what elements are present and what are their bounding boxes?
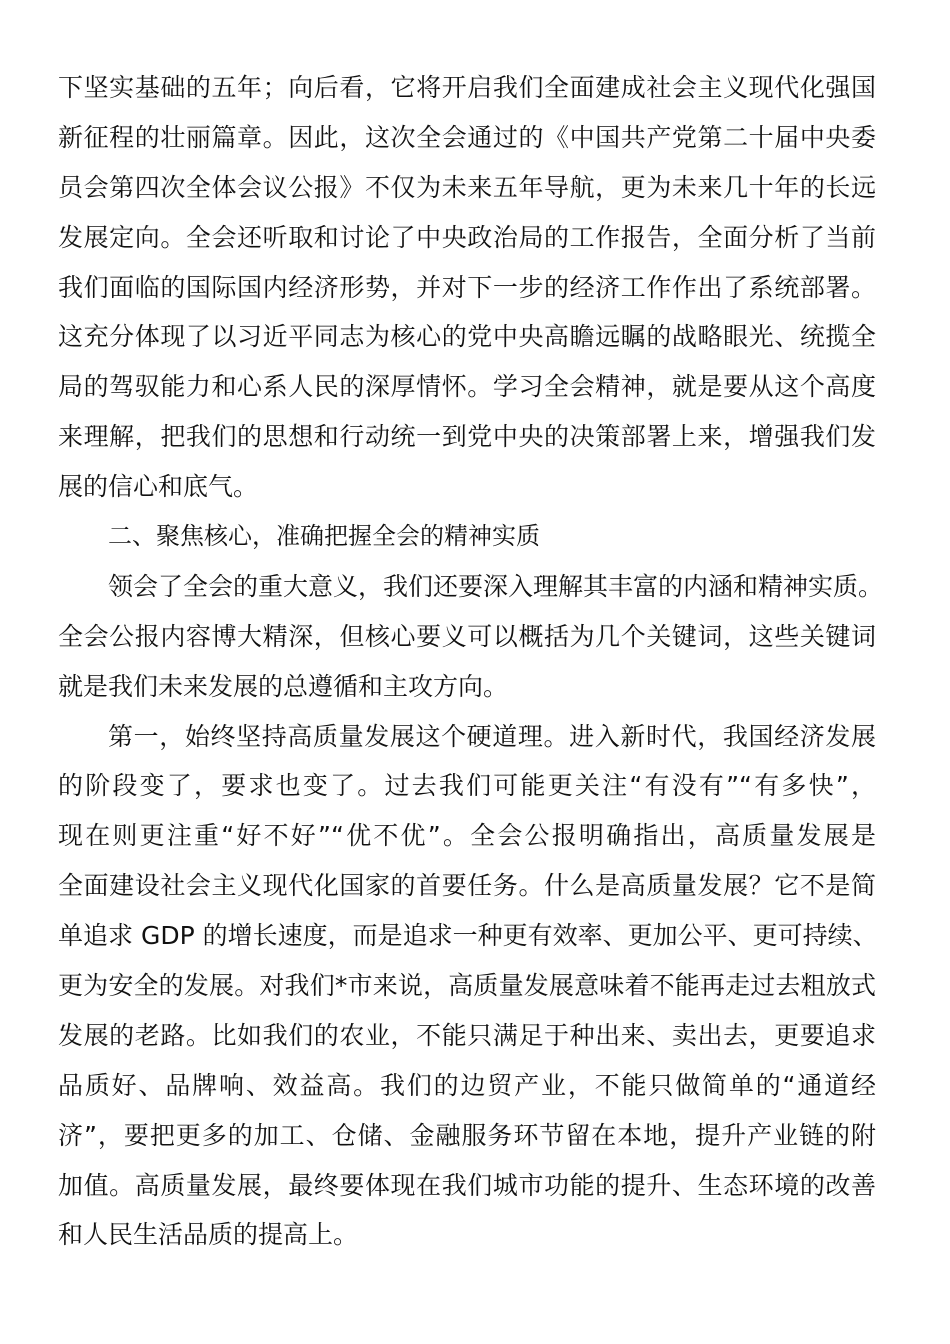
paragraph-line: 我们面临的国际国内经济形势，并对下一步的经济工作作出了系统部署。 — [58, 272, 876, 302]
paragraph-line: 这充分体现了以习近平同志为核心的党中央高瞻远瞩的战略眼光、统揽全 — [58, 322, 876, 352]
paragraph-line: 品质好、品牌响、效益高。我们的边贸产业，不能只做简单的“通道经 — [58, 1070, 876, 1100]
paragraph-line: 济”，要把更多的加工、仓储、金融服务环节留在本地，提升产业链的附 — [58, 1120, 876, 1150]
paragraph-line: 发展定向。全会还听取和讨论了中央政治局的工作报告，全面分析了当前 — [58, 222, 876, 252]
paragraph-line: 新征程的壮丽篇章。因此，这次全会通过的《中国共产党第二十届中央委 — [58, 122, 876, 152]
paragraph-line: 更为安全的发展。对我们*市来说，高质量发展意味着不能再走过去粗放式 — [58, 971, 876, 1001]
document-page — [58, 63, 884, 1260]
paragraph-line: 第一，始终坚持高质量发展这个硬道理。进入新时代，我国经济发展 — [108, 721, 876, 751]
paragraph-line: 全面建设社会主义现代化国家的首要任务。什么是高质量发展？它不是简 — [58, 871, 876, 901]
paragraph-line: 领会了全会的重大意义，我们还要深入理解其丰富的内涵和精神实质。 — [108, 571, 884, 601]
paragraph-line: 的阶段变了，要求也变了。过去我们可能更关注“有没有”“有多快”， — [58, 771, 876, 801]
paragraph-line: 就是我们未来发展的总遵循和主攻方向。 — [58, 671, 509, 701]
paragraph-line: 全会公报内容博大精深，但核心要义可以概括为几个关键词，这些关键词 — [58, 621, 876, 651]
paragraph-line: 加值。高质量发展，最终要体现在我们城市功能的提升、生态环境的改善 — [58, 1170, 876, 1200]
paragraph-line: 来理解，把我们的思想和行动统一到党中央的决策部署上来，增强我们发 — [58, 422, 876, 452]
paragraph-line: 员会第四次全体会议公报》不仅为未来五年导航，更为未来几十年的长远 — [58, 172, 876, 202]
paragraph-line: 和人民生活品质的提高上。 — [58, 1220, 359, 1250]
paragraph-line: 发展的老路。比如我们的农业，不能只满足于种出来、卖出去，更要追求 — [58, 1020, 876, 1050]
paragraph-line: 局的驾驭能力和心系人民的深厚情怀。学习全会精神，就是要从这个高度 — [58, 372, 876, 402]
paragraph-line: 单追求 GDP 的增长速度，而是追求一种更有效率、更加公平、更可持续、 — [58, 921, 878, 951]
paragraph-line: 展的信心和底气。 — [58, 472, 259, 502]
paragraph-line: 下坚实基础的五年；向后看，它将开启我们全面建成社会主义现代化强国 — [58, 73, 876, 102]
paragraph-line: 现在则更注重“好不好”“优不优”。全会公报明确指出，高质量发展是 — [58, 821, 876, 851]
section-heading: 二、聚焦核心，准确把握全会的精神实质 — [108, 522, 540, 551]
